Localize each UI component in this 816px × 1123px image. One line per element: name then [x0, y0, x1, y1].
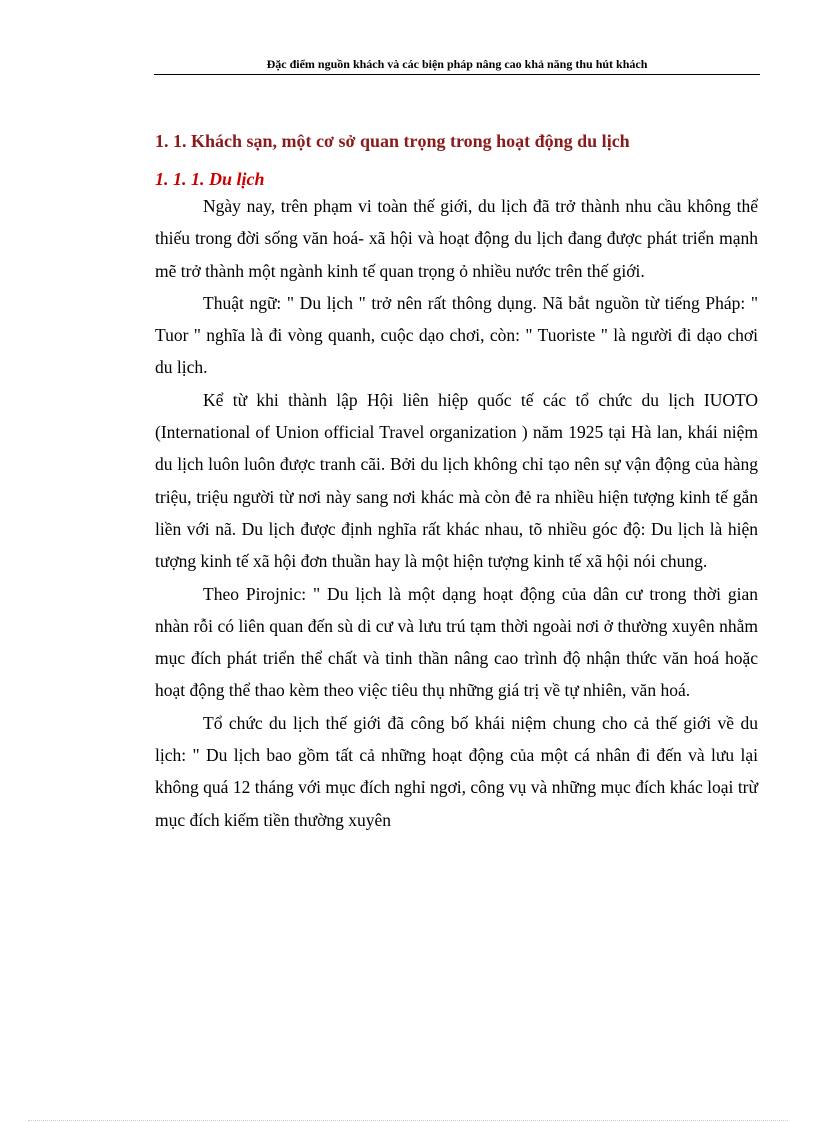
paragraph-3: Kể từ khi thành lập Hội liên hiệp quốc tế các tổ chức du lịch IUOTO (International of Union official Travel organization ) năm 1925 tại Hà lan, khái niệm du lịch luôn luôn được tranh cãi. Bởi du lịch không chỉ tạo nên sự vận động của hàng triệu, triệu người từ nơi này sang nơi khác mà còn đẻ ra nhiều hiện tượng kinh tế gắn liền với nã. Du lịch được định nghĩa rất khác nhau, tõ nhiều góc độ: Du lịch là hiện tượng kinh tế xã hội đơn thuần hay là một hiện tượng kinh tế xã hội nói chung. — [155, 389, 758, 572]
body-text — [155, 190, 758, 836]
section-heading: 1. 1. Khách sạn, một cơ sở quan trọng trong hoạt động du lịch — [155, 131, 630, 151]
subsection-heading: 1. 1. 1. Du lịch — [155, 169, 265, 189]
header-divider — [154, 74, 760, 75]
paragraph-1: Ngày nay, trên phạm vi toàn thế giới, du lịch đã trở thành nhu cầu không thể thiếu trong đời sống văn hoá- xã hội và hoạt động du lịch đang được phát triển mạnh mẽ trở thành một ngành kinh tế quan trọng ỏ nhiều nước trên thế giới. — [155, 196, 758, 281]
page-bottom-border — [28, 1120, 788, 1121]
paragraph-2: Thuật ngữ: " Du lịch " trở nên rất thông dụng. Nã bắt nguồn từ tiếng Pháp: " Tuor " nghĩa là đi vòng quanh, cuộc dạo chơi, còn: " Tuoriste " là người đi dạo chơi du lịch. — [155, 292, 758, 378]
paragraph-4: Theo Pirojnic: " Du lịch là một dạng hoạt động của dân cư trong thời gian nhàn rỗi có liên quan đến sù di cư và lưu trú tạm thời ngoài nơi ở thường xuyên nhằm mục đích phát triển thể chất và tinh thần nâng cao trình độ nhận thức văn hoá hoặc hoạt động thể thao kèm theo việc tiêu thụ những giá trị về tự nhiên, văn hoá. — [155, 583, 758, 701]
running-header: Đặc điểm nguồn khách và các biện pháp nâng cao khả năng thu hút khách — [266, 57, 648, 71]
paragraph-5: Tổ chức du lịch thế giới đã công bố khái niệm chung cho cả thế giới về du lịch: " Du lịch bao gồm tất cả những hoạt động của một cá nhân đi đến và lưu lại không quá 12 tháng với mục đích nghỉ ngơi, công vụ và những mục đích khác loại trừ mục đích kiếm tiền thường xuyên — [155, 712, 758, 830]
